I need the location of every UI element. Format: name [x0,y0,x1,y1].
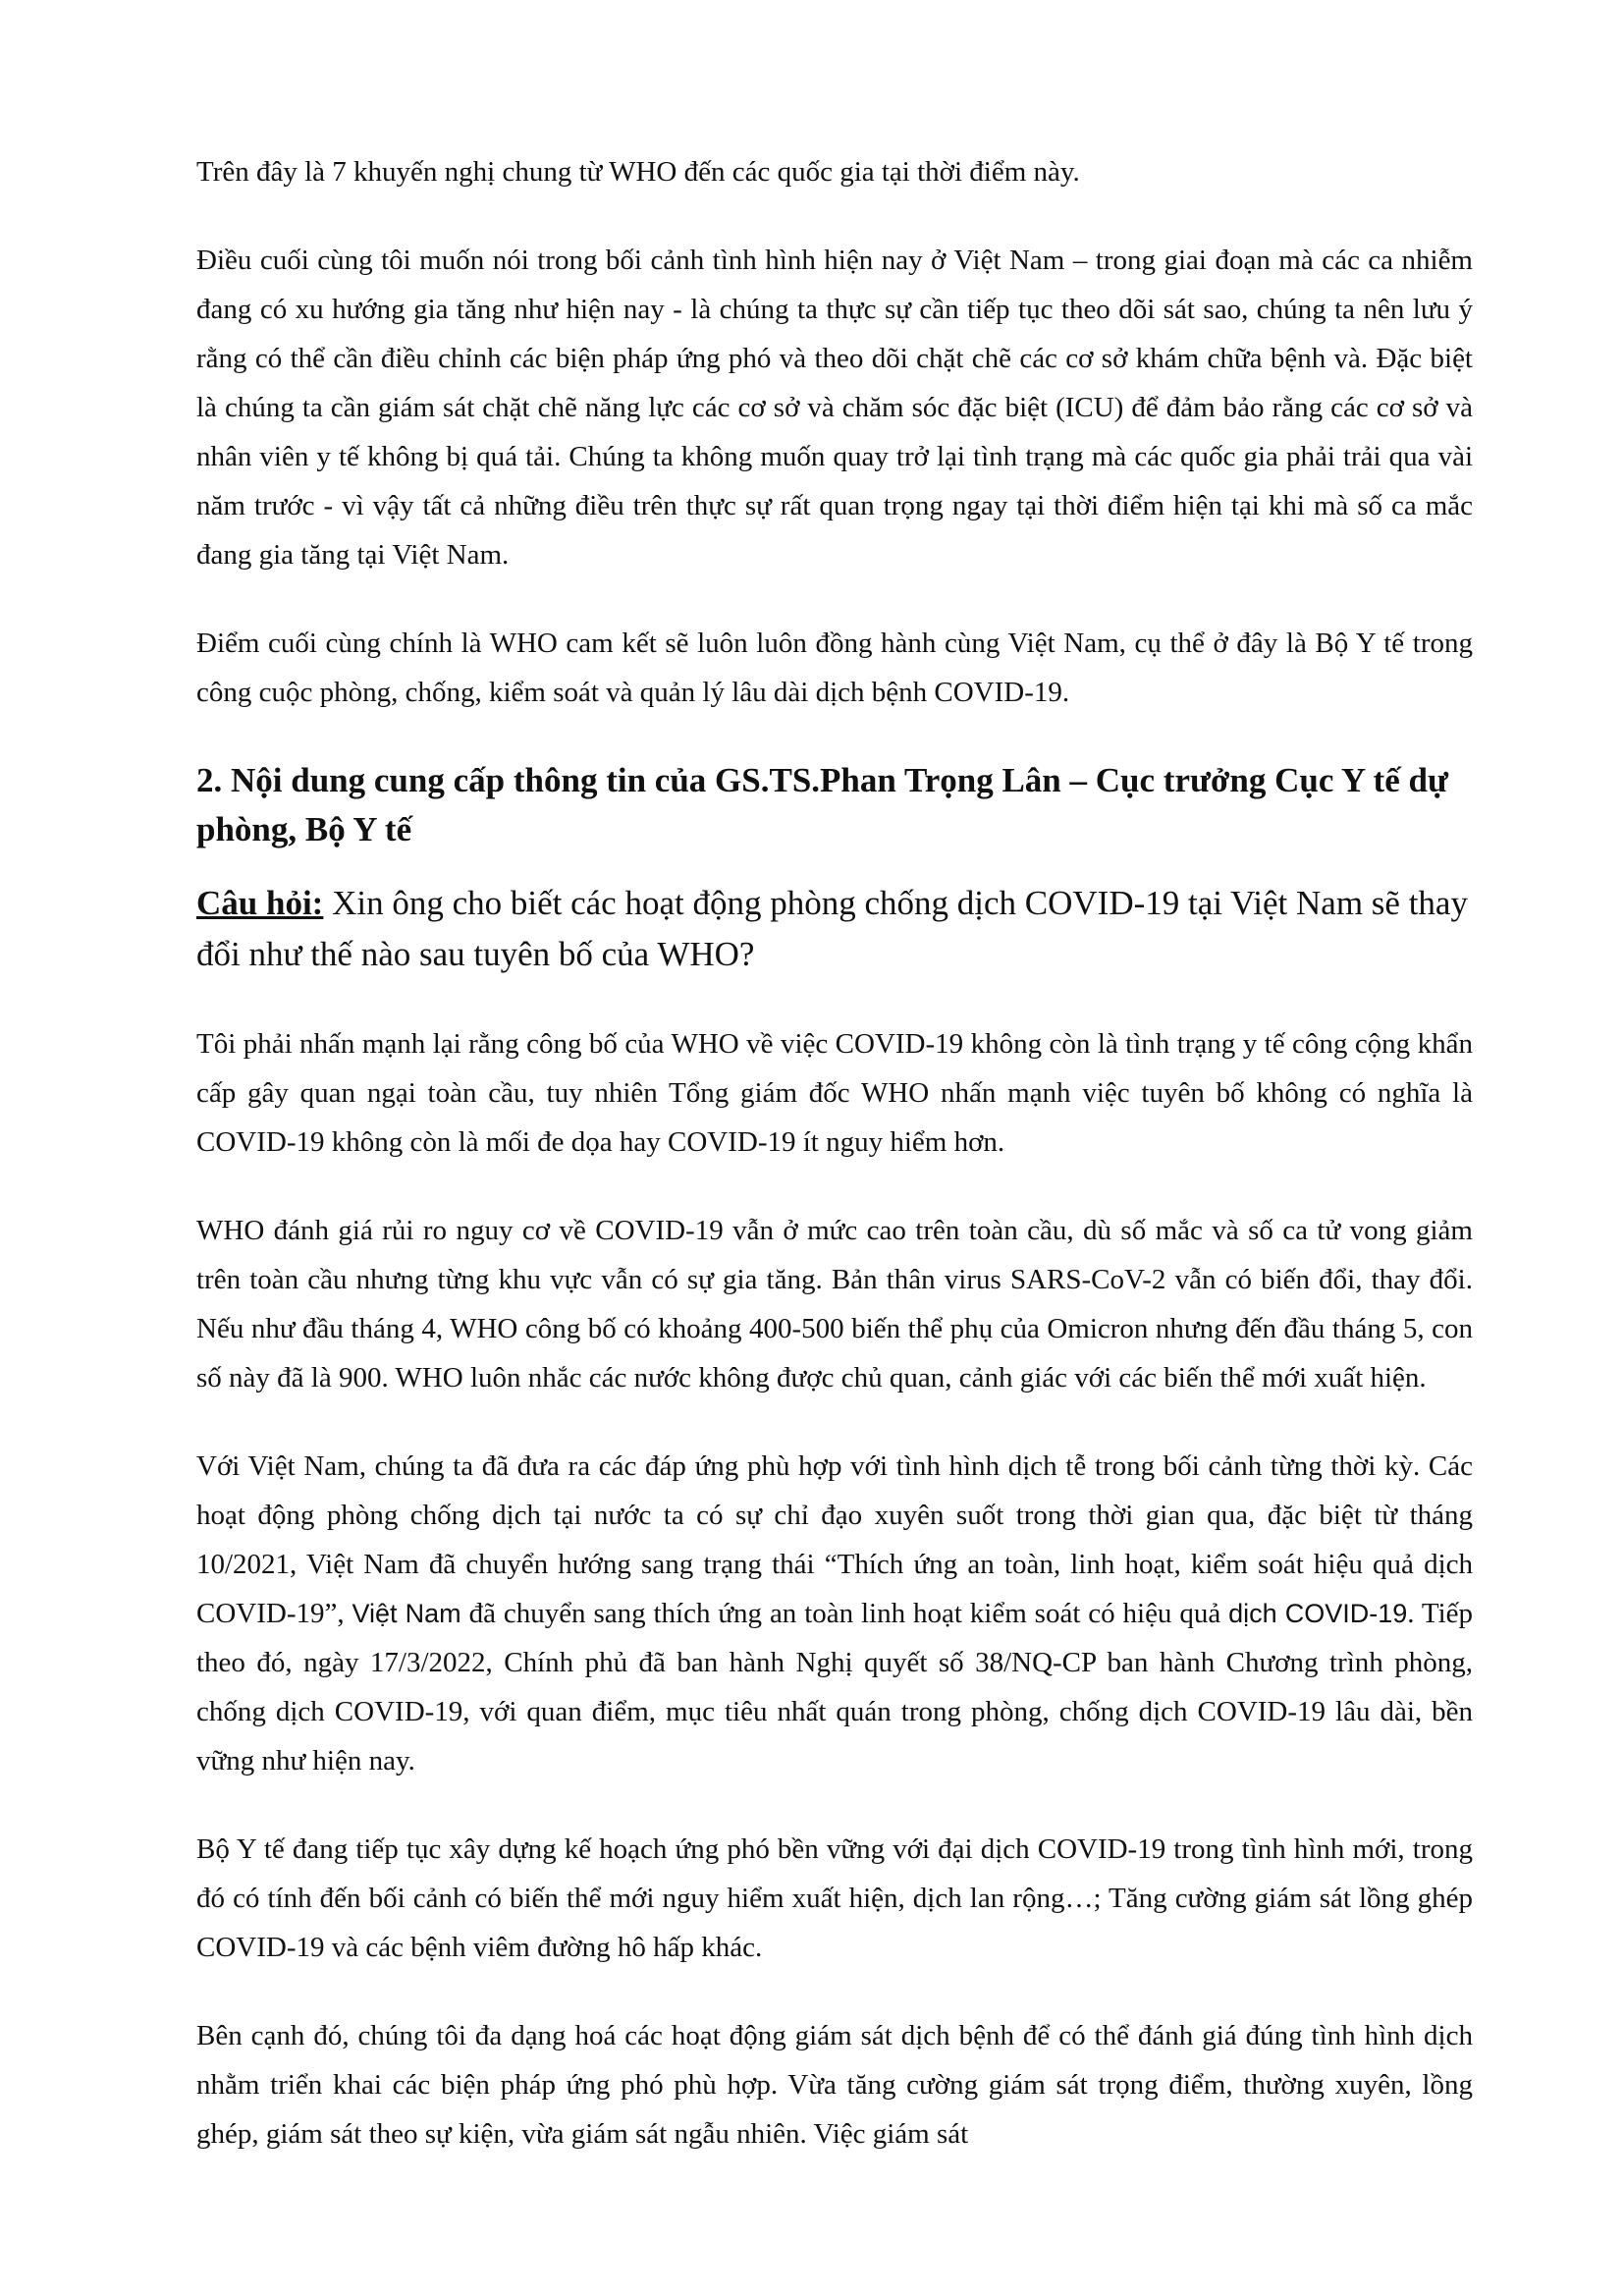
paragraph-vietnam-context: Điều cuối cùng tôi muốn nói trong bối cảnh tình hình hiện nay ở Việt Nam – trong giai đoạn mà các ca nhiễm đang có xu hướng gia tăng như hiện nay - là chúng ta thực sự cần tiếp tục theo dõi sát sao, chúng ta nên lưu ý rằng có thể cần điều chỉnh các biện pháp ứng phó và theo dõi chặt chẽ các cơ sở khám chữa bệnh và. Đặc biệt là chúng ta cần giám sát chặt chẽ năng lực các cơ sở và chăm sóc đặc biệt (ICU) để đảm bảo rằng các cơ sở và nhân viên y tế không bị quá tải. Chúng ta không muốn quay trở lại tình trạng mà các quốc gia phải trải qua vài năm trước - vì vậy tất cả những điều trên thực sự rất quan trọng ngay tại thời điểm hiện tại khi mà số ca mắc đang gia tăng tại Việt Nam. [196,245,1473,571]
answer-paragraph-1: Tôi phải nhấn mạnh lại rằng công bố của WHO về việc COVID-19 không còn là tình trạng y tế công cộng khẩn cấp gây quan ngại toàn cầu, tuy nhiên Tổng giám đốc WHO nhấn mạnh việc tuyên bố không có nghĩa là COVID-19 không còn là mối đe dọa hay COVID-19 ít nguy hiểm hơn. [196,1028,1473,1158]
answer-paragraph-vietnam [196,1442,1473,1785]
question-label: Câu hỏi: [196,884,324,922]
question-block [196,878,1473,980]
answer-paragraph-2: WHO đánh giá rủi ro nguy cơ về COVID-19 vẫn ở mức cao trên toàn cầu, dù số mắc và số ca tử vong giảm trên toàn cầu nhưng từng khu vực vẫn có sự gia tăng. Bản thân virus SARS-CoV-2 vẫn có biến đổi, thay đổi. Nếu như đầu tháng 4, WHO công bố có khoảng 400-500 biến thể phụ của Omicron nhưng đến đầu tháng 5, con số này đã là 900. WHO luôn nhắc các nước không được chủ quan, cảnh giác với các biến thể mới xuất hiện. [196,1215,1473,1394]
vietnam-text-part4: dịch COVID-19 [1228,1599,1408,1628]
answer-paragraph-surveillance: Bên cạnh đó, chúng tôi đa dạng hoá các hoạt động giám sát dịch bệnh để có thể đánh giá đúng tình hình dịch nhằm triển khai các biện pháp ứng phó phù hợp. Vừa tăng cường giám sát trọng điểm, thường xuyên, lồng ghép, giám sát theo sự kiện, vừa giám sát ngẫu nhiên. Việc giám sát [196,2020,1473,2150]
paragraph-who-recommendations: Trên đây là 7 khuyến nghị chung từ WHO đến các quốc gia tại thời điểm này. [196,156,1080,188]
question-text: Xin ông cho biết các hoạt động phòng chống dịch COVID-19 tại Việt Nam sẽ thay đổi như thế nào sau tuyên bố của WHO? [196,884,1468,973]
vietnam-text-part5: . Tiếp theo đó, ngày 17/3/2022, Chính phủ đã ban hành Nghị quyết số 38/NQ-CP ban hành Chương trình phòng, chống dịch COVID-19, với quan điểm, mục tiêu nhất quán trong phòng, chống dịch COVID-19 lâu dài, bền vững như hiện nay. [196,1598,1474,1777]
vietnam-text-part1: Với Việt Nam, chúng ta đã đưa ra các đáp ứng phù hợp với tình hình dịch tễ trong bối cảnh từng thời kỳ. Các hoạt động phòng chống dịch tại nước ta có sự chỉ đạo xuyên suốt trong thời gian qua, đặc biệt từ tháng 10/2021, Việt Nam đã chuyển hướng sang trạng thái “Thích ứng an toàn, linh hoạt, kiểm soát hiệu quả dịch COVID-19”, [196,1450,1473,1629]
section-heading: 2. Nội dung cung cấp thông tin của GS.TS.Phan Trọng Lân – Cục trưởng Cục Y tế dự phòng, Bộ Y tế [196,761,1448,848]
vietnam-text-part2: Việt Nam [352,1599,461,1628]
vietnam-text-part3: đã chuyển sang thích ứng an toàn linh hoạt kiểm soát có hiệu quả [460,1598,1229,1629]
document-body [196,147,1473,2198]
paragraph-who-commitment: Điểm cuối cùng chính là WHO cam kết sẽ luôn luôn đồng hành cùng Việt Nam, cụ thể ở đây là Bộ Y tế trong công cuộc phòng, chống, kiểm soát và quản lý lâu dài dịch bệnh COVID-19. [196,628,1473,708]
answer-paragraph-response-plan: Bộ Y tế đang tiếp tục xây dựng kế hoạch ứng phó bền vững với đại dịch COVID-19 trong tình hình mới, trong đó có tính đến bối cảnh có biến thể mới nguy hiểm xuất hiện, dịch lan rộng…; Tăng cường giám sát lồng ghép COVID-19 và các bệnh viêm đường hô hấp khác. [196,1833,1473,1963]
